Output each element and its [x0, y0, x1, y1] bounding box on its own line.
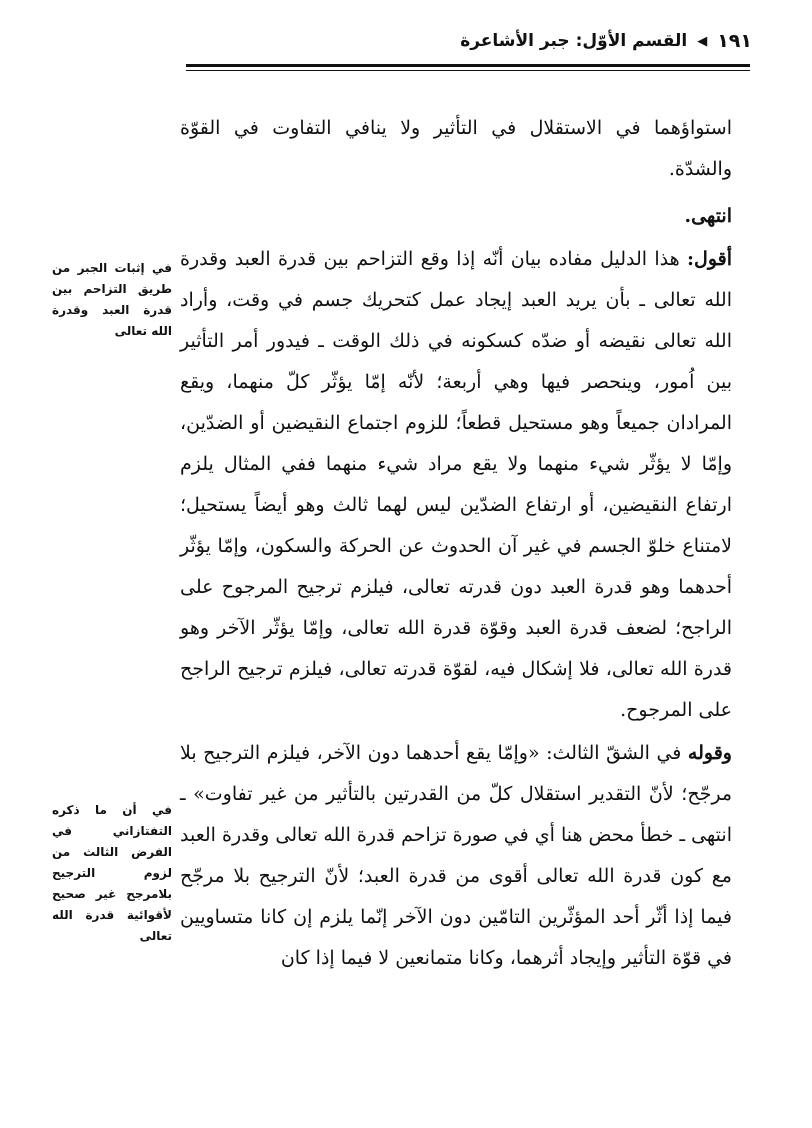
paragraph-b-lead: وقوله	[687, 742, 732, 764]
header-rule-thick	[186, 64, 750, 67]
continuation-paragraph: استواؤهما في الاستقلال في التأثير ولا ينافي التفاوت في القوّة والشدّة.	[180, 117, 732, 180]
paragraph-b-text: في الشقّ الثالث: «وإمّا يقع أحدهما دون الآخر، فيلزم الترجيح بلا مرجّح؛ لأنّ التقدير استقلال كلّ من القدرتين بالتأثير من غير تفاوت» ـ انتهى ـ خطأ محض هنا أي في صورة تزاحم قدرة الله تعالى وقدرة العبد مع كون قدرة الله تعالى أقوى من قدرة العبد؛ لأنّ الترجيح بلا مرجّح فيما إذا أثّر أحد المؤثّرين التامّين دون الآخر إنّما يلزم إن كانا متساويين في قوّة التأثير وإيجاد أثرهما، وكانا متمانعين لا فيما إذا كان	[180, 742, 732, 969]
paragraph-a	[180, 239, 732, 731]
ended-label	[180, 196, 732, 237]
arrow-left-icon: ◀	[697, 33, 708, 49]
paragraph-a-text: هذا الدليل مفاده بيان أنّه إذا وقع التزاحم بين قدرة العبد وقدرة الله تعالى ـ بأن يريد العبد إيجاد عمل كتحريك جسم في وقت، وأراد الله تعالى نقيضه أو ضدّه كسكونه في ذلك الوقت ـ فيدور أمر التأثير بين اُمور، وينحصر فيها وهي أربعة؛ لأنّه إمّا يؤثّر كلّ منهما، ويقع المرادان جميعاً وهو مستحيل قطعاً؛ للزوم اجتماع النقيضين أو الضدّين، وإمّا لا يؤثّر شيء منهما ولا يقع مراد شيء منهما ففي المثال يلزم ارتفاع النقيضين، أو ارتفاع الضدّين ليس لهما ثالث وهو أيضاً يستحيل؛ لامتناع خلوّ الجسم في غير آن الحدوث عن الحركة والسكون، وإمّا يؤثّر أحدهما وهو قدرة العبد دون قدرته تعالى، فيلزم ترجيح المرجوح على الراجح؛ لضعف قدرة العبد وقوّة قدرة الله تعالى، وإمّا يؤثّر الآخر وهو قدرة الله تعالى، فلا إشكال فيه، لقوّة قدرته تعالى، فيلزم ترجيح الراجح على المرجوح.	[180, 248, 732, 721]
header-rule-thin	[186, 70, 750, 71]
main-text	[180, 108, 732, 979]
margin-note: في إثبات الجبر من طريق التزاحم بين قدرة العبد وقدرة الله تعالى	[52, 261, 172, 338]
section-title: القسم الأوّل: جبر الأشاعرة	[460, 31, 688, 51]
margin-note: في أن ما ذكره التفتازاني في الفرض الثالث من لزوم الترجيح بلامرجح غير صحيح لأقوائية قدرة الله تعالى	[52, 803, 172, 943]
running-header	[186, 24, 752, 58]
ended-label-text: انتهى.	[684, 205, 732, 227]
paragraph-b	[180, 733, 732, 979]
page-number: ١٩١	[717, 30, 752, 52]
paragraph-a-lead: أقول:	[687, 248, 733, 270]
